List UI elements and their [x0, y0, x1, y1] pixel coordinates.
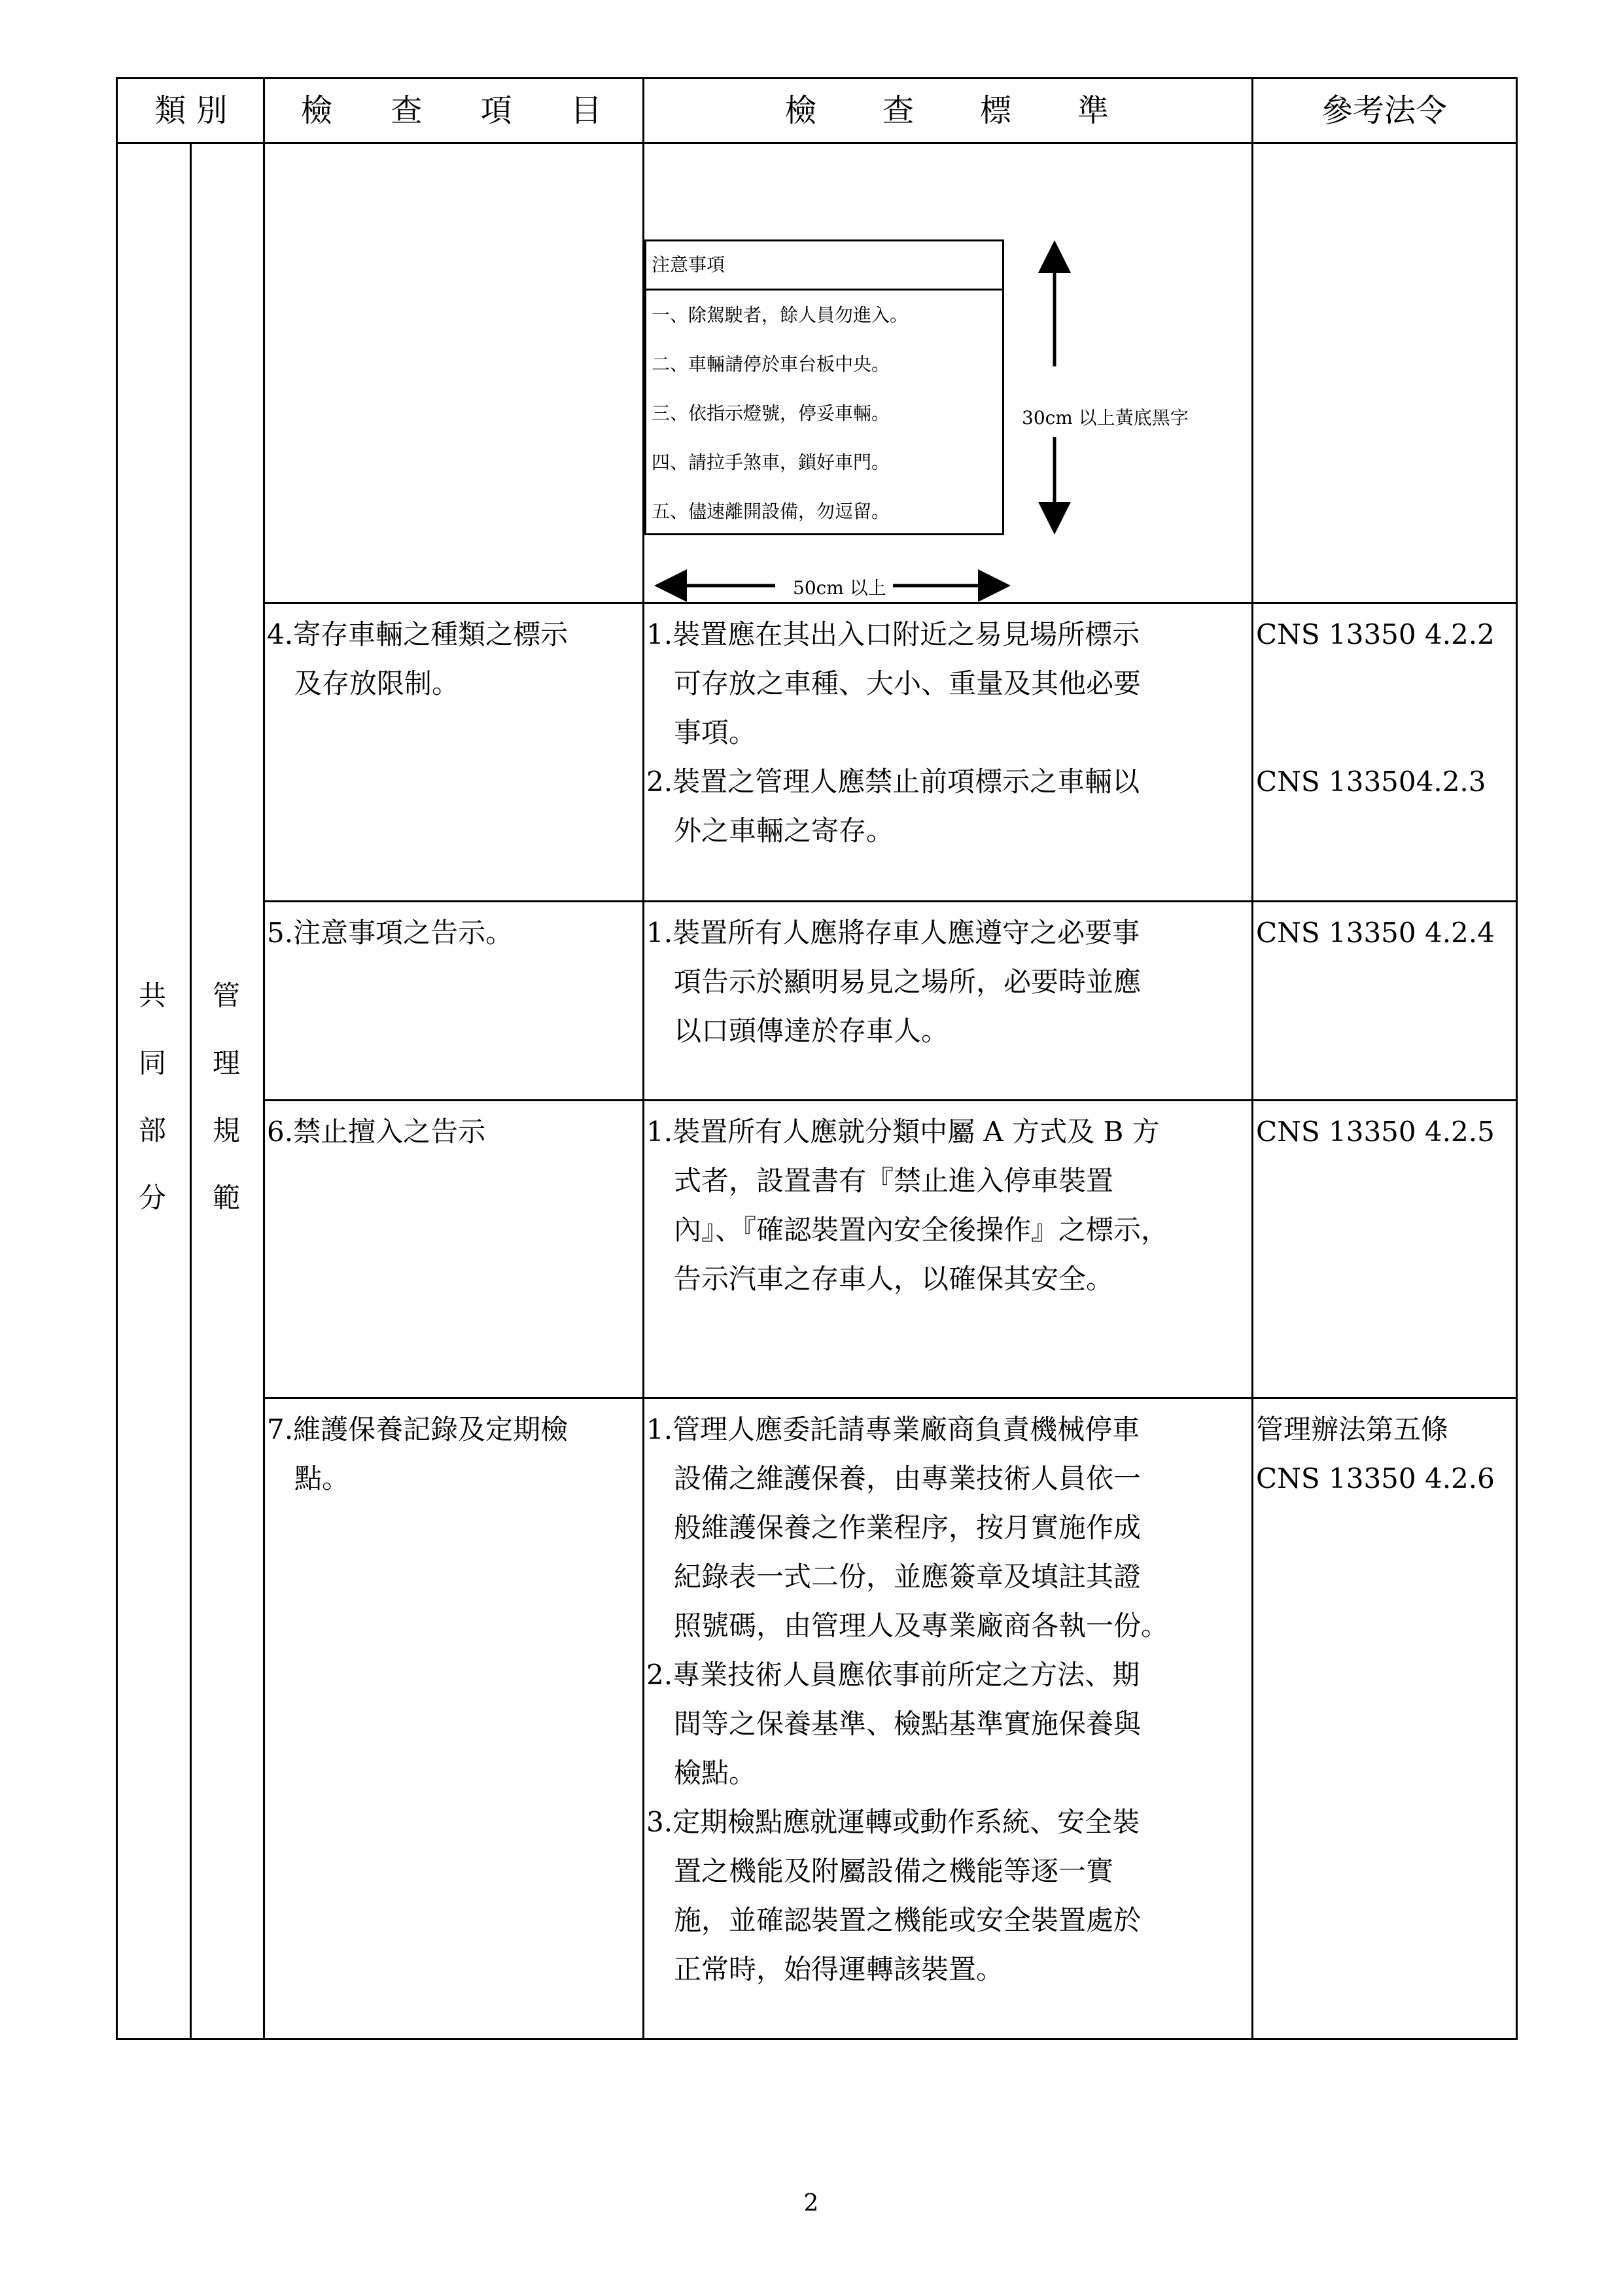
notice-sign-line: 二、車輛請停於車台板中央。: [652, 353, 890, 375]
row-5-standard: 1.裝置所有人應將存車人應遵守之必要事 項告示於顯明易見之場所，必要時並應 以口頭傳達於存車人。: [646, 917, 1142, 1047]
row-6-standard: 1.裝置所有人應就分類中屬 A 方式及 B 方 式者，設置書有『禁止進入停車裝置 內』、『確認裝置內安全後操作』之標示， 告示汽車之存車人，以確保其安全。: [646, 1116, 1169, 1295]
notice-sign-line: 一、除駕駛者，餘人員勿進入。: [652, 304, 909, 326]
row-7-item: 7.維護保養記錄及定期檢 點。: [267, 1413, 568, 1494]
category-management-rules: 管 理 規 範: [212, 980, 240, 1214]
row-4-law-1: CNS 13350 4.2.2: [1256, 618, 1495, 650]
row-4-law-2: CNS 133504.2.3: [1256, 766, 1486, 798]
row-5-law: CNS 13350 4.2.4: [1256, 917, 1495, 949]
row-divider: [263, 1099, 1518, 1101]
header-category: 類 別: [154, 92, 228, 129]
width-dimension-label: 50cm 以上: [793, 577, 886, 599]
table-bottom-border: [116, 2038, 1518, 2040]
notice-sign-line: 五、儘速離開設備，勿逗留。: [652, 501, 890, 522]
notice-sign-line: 四、請拉手煞車，鎖好車門。: [652, 451, 890, 473]
row-4-item: 4.寄存車輛之種類之標示 及存放限制。: [267, 618, 568, 699]
row-4-standard: 1.裝置應在其出入口附近之易見場所標示 可存放之車種、大小、重量及其他必要 事項。 2.裝置之管理人應禁止前項標示之車輛以 外之車輛之寄存。: [646, 618, 1142, 847]
row-6-item: 6.禁止擅入之告示: [267, 1116, 486, 1148]
header-law: 參考法令: [1321, 92, 1447, 129]
notice-sign-line: 三、依指示燈號，停妥車輛。: [652, 402, 890, 424]
row-5-item: 5.注意事項之告示。: [267, 917, 514, 949]
row-7-law: 管理辦法第五條 CNS 13350 4.2.6: [1256, 1413, 1495, 1494]
row-6-law: CNS 13350 4.2.5: [1256, 1116, 1495, 1148]
header-standard: 檢 查 標 準: [785, 92, 1109, 129]
notice-sign-title: 注意事項: [646, 241, 1002, 291]
row-divider: [263, 1397, 1518, 1399]
dimension-arrows: [0, 0, 1623, 654]
page-number: 2: [803, 2190, 819, 2217]
row-7-standard: 1.管理人應委託請專業廠商負責機械停車 設備之維護保養，由專業技術人員依一 般維護保養之作業程序，按月實施作成 紀錄表一式二份，並應簽章及填註其證 照號碼，由管理人及專業廠商各執一份。 2.專業技術人員應依事前所定之方法、期 間等之保養基準、檢點基準實施保養與 檢點。 3.定期檢點應就運轉或動作系統、安全裝 置之機能及附屬設備之機能等逐一實 施，並確認裝置之機能或安全裝置處於 正常時，始得運轉該裝置。: [646, 1413, 1169, 1985]
category-common-part: 共 同 部 分: [138, 980, 166, 1214]
height-dimension-label: 30cm 以上黃底黑字: [1022, 407, 1189, 429]
header-item: 檢 查 項 目: [301, 92, 602, 129]
row-divider: [263, 900, 1518, 902]
